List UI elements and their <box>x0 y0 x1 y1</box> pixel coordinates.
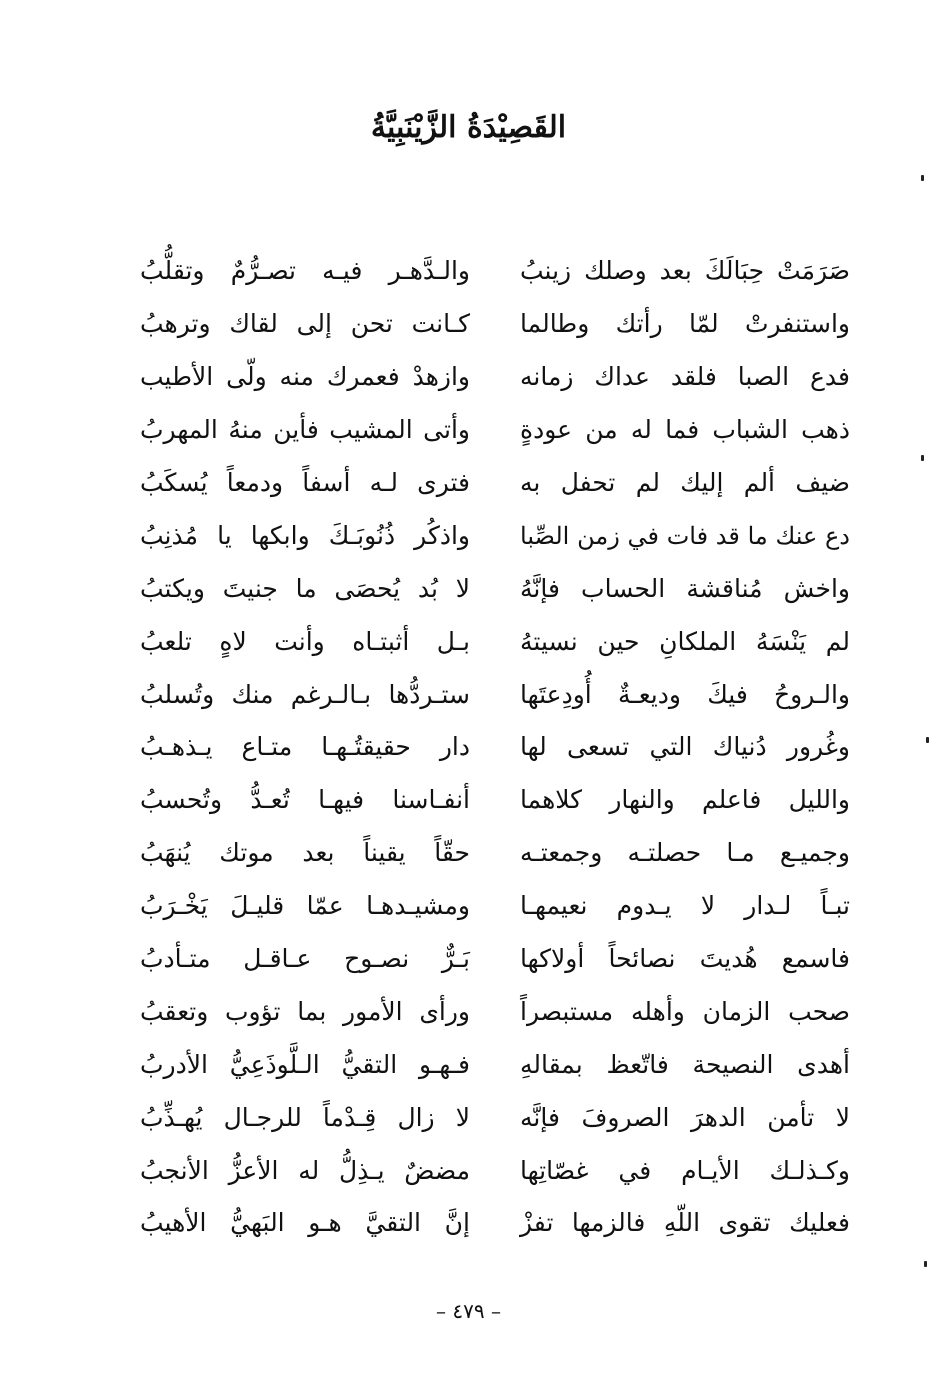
page-number: – ٤٧٩ – <box>436 1299 501 1323</box>
verse-second-hemistich: وأتى المشيب فأين منهُ المهربُ <box>140 415 470 445</box>
verse-first-hemistich: صَرَمَتْ حِبَالَكَ بعد وصلك زينبُ <box>520 256 850 286</box>
verse-line <box>140 668 850 721</box>
verse-line <box>140 351 850 404</box>
verse-second-hemistich: وازهدْ فعمرك منه ولّى الأطيب <box>140 362 470 392</box>
verse-line <box>140 985 850 1038</box>
verse-second-hemistich: دار حقيقتُـهـا متـاع يـذهـبُ <box>140 732 470 762</box>
verse-second-hemistich: فـهـو التقيُّ الـلَّوذَعِيُّ الأدربُ <box>140 1049 470 1079</box>
verse-line <box>140 457 850 510</box>
verse-second-hemistich: ومشيـدهـا عمّا قليـلَ يَخْـرَبُ <box>140 891 470 921</box>
verse-first-hemistich: وغُرور دُنياك التي تسعى لها <box>520 732 850 762</box>
verse-first-hemistich: والـروحُ فيكَ وديعـةٌ أُودِعتَها <box>520 679 850 709</box>
verse-second-hemistich: لا بُد يُحصَى ما جنيتَ ويكتبُ <box>140 573 470 603</box>
verse-first-hemistich: وجميـع مـا حصلتـه وجمعتـه <box>520 838 850 868</box>
verse-first-hemistich: فعليك تقوى اللّهِ فالزمها تفزْ <box>520 1208 850 1238</box>
verse-line <box>140 1197 850 1250</box>
verse-first-hemistich: فدع الصبا فلقد عداك زمانه <box>520 362 850 392</box>
verse-second-hemistich: إنَّ التقيَّ هـو البَهيُّ الأهيبُ <box>140 1208 470 1238</box>
verse-second-hemistich: أنفـاسنا فيهـا تُعـدُّ وتُحسبُ <box>140 785 470 815</box>
verse-second-hemistich: حقّاً يقيناً بعد موتك يُنهَبُ <box>140 838 470 868</box>
verse-line <box>140 1038 850 1091</box>
verse-first-hemistich: واستنفرتْ لمّا رأتك وطالما <box>520 309 850 339</box>
verse-line <box>140 615 850 668</box>
verse-second-hemistich: كـانت تحن إلى لقاك وترهبُ <box>140 309 470 339</box>
verse-second-hemistich: لا زال قِـدْماً للرجـال يُهـذِّبُ <box>140 1102 470 1132</box>
verse-second-hemistich: بـل أثبتـاه وأنت لاهٍ تلعبُ <box>140 626 470 656</box>
verse-first-hemistich: أهدى النصيحة فاتّعظ بمقالهِ <box>520 1049 850 1079</box>
verse-first-hemistich: لا تأمن الدهرَ الصروفَ فإنَّه <box>520 1102 850 1132</box>
verse-line <box>140 1144 850 1197</box>
verse-first-hemistich: لم يَنْسَهُ الملكانِ حين نسيتهُ <box>520 626 850 656</box>
margin-mark <box>924 1261 927 1267</box>
poem-title: القَصِيْدَةُ الزَّيْنَبِيَّةُ <box>370 110 567 145</box>
verse-line <box>140 721 850 774</box>
verse-line <box>140 562 850 615</box>
verse-line <box>140 774 850 827</box>
verse-first-hemistich: ضيف ألم إليك لم تحفل به <box>520 468 850 497</box>
verse-line <box>140 404 850 457</box>
verse-first-hemistich: والليل فاعلم والنهار كلاهما <box>520 785 850 815</box>
margin-mark <box>921 455 924 461</box>
verse-second-hemistich: واذكُر ذُنُوبَـكَ وابكها يا مُذنِبُ <box>140 520 470 550</box>
verse-second-hemistich: بَـرٌّ نصـوح عـاقـل متـأدبُ <box>140 944 470 974</box>
verse-second-hemistich: فترى لـه أسفاً ودمعاً يُسكَبُ <box>140 468 470 497</box>
verse-line <box>140 509 850 562</box>
verse-second-hemistich: والـدَّهـر فيـه تصـرُّمٌ وتقلُّبُ <box>140 256 470 286</box>
margin-mark <box>926 737 929 743</box>
verse-second-hemistich: ورأى الأمور بما تؤوب وتعقبُ <box>140 996 470 1026</box>
verse-first-hemistich: دع عنك ما قد فات في زمن الصِّبا <box>520 521 850 550</box>
verse-second-hemistich: مضضٌ يـذِلُّ له الأعزُّ الأنجبُ <box>140 1155 470 1185</box>
verse-line <box>140 1091 850 1144</box>
poem-verses <box>140 245 850 1250</box>
margin-mark <box>921 175 924 181</box>
verse-first-hemistich: وكـذلـك الأيـام في غصّاتِها <box>520 1155 850 1185</box>
verse-first-hemistich: فاسمع هُديتَ نصائحاً أولاكها <box>520 944 850 974</box>
verse-first-hemistich: واخش مُناقشة الحساب فإنَّهُ <box>520 573 850 603</box>
verse-line <box>140 933 850 986</box>
verse-line <box>140 298 850 351</box>
verse-first-hemistich: صحب الزمان وأهله مستبصراً <box>520 996 850 1026</box>
verse-first-hemistich: تبـاً لـدار لا يـدوم نعيمهـا <box>520 891 850 921</box>
verse-line <box>140 245 850 298</box>
verse-line <box>140 880 850 933</box>
verse-line <box>140 827 850 880</box>
verse-second-hemistich: ستـردُّها بـالـرغم منك وتُسلبُ <box>140 679 470 709</box>
verse-first-hemistich: ذهب الشباب فما له من عودةٍ <box>520 415 850 445</box>
